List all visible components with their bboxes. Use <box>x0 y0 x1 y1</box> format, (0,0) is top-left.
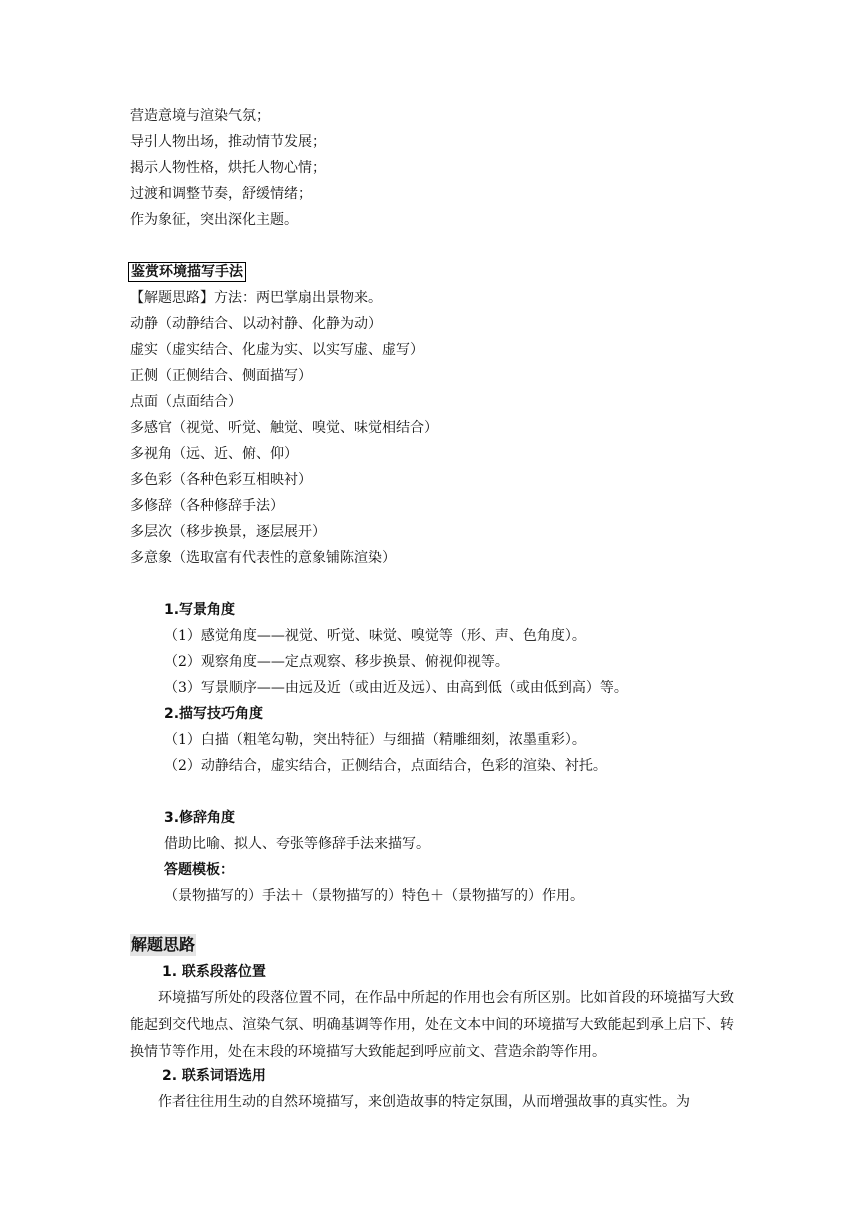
template-label: 答题模板： <box>164 862 234 878</box>
list-item: 多修辞（各种修辞手法） <box>130 498 284 514</box>
intro-line-3: 揭示人物性格，烘托人物心情； <box>130 160 326 176</box>
list-item: 多层次（移步换景，逐层展开） <box>130 524 326 540</box>
subheading-rhetoric-angle: 3.修辞角度 <box>164 810 236 826</box>
list-item: 动静（动静结合、以动衬静、化静为动） <box>130 316 382 332</box>
subheading-scene-angle: 1.写景角度 <box>164 602 236 618</box>
list-item: 点面（点面结合） <box>130 394 242 410</box>
list-item: 多感官（视觉、听觉、触觉、嗅觉、味觉相结合） <box>130 420 438 436</box>
list-item: 多色彩（各种色彩互相映衬） <box>130 472 312 488</box>
subheading-technique-angle: 2.描写技巧角度 <box>164 706 264 722</box>
point-heading-word-choice: 2. 联系词语选用 <box>162 1068 266 1084</box>
intro-line-4: 过渡和调整节奏，舒缓情绪； <box>130 186 312 202</box>
paragraph-position-text: 环境描写所处的段落位置不同，在作品中所起的作用也会有所区别。比如首段的环境描写大致能起到交代地点、渲染气氛、明确基调等作用，处在文本中间的环境描写大致能起到承上启下、转换情节等作用，处在末段的环境描写大致能起到呼应前文、营造余韵等作用。 <box>130 990 734 1060</box>
section-title-highlighted: 解题思路 <box>131 935 196 954</box>
intro-line-1: 营造意境与渲染气氛； <box>130 108 270 124</box>
list-item: 多意象（选取富有代表性的意象铺陈渲染） <box>130 550 396 566</box>
word-choice-text: 作者往往用生动的自然环境描写，来创造故事的特定氛围，从而增强故事的真实性。为 <box>158 1094 690 1110</box>
list-item: （1）白描（粗笔勾勒，突出特征）与细描（精雕细刻，浓墨重彩）。 <box>164 732 586 748</box>
list-item: （2）动静结合，虚实结合，正侧结合，点面结合，色彩的渲染、衬托。 <box>164 758 607 774</box>
list-item: 正侧（正侧结合、侧面描写） <box>130 368 312 384</box>
list-item: （3）写景顺序——由远及近（或由近及远）、由高到低（或由低到高）等。 <box>164 680 628 696</box>
list-item: （2）观察角度——定点观察、移步换景、俯视仰视等。 <box>164 654 509 670</box>
list-item: 虚实（虚实结合、化虚为实、以实写虚、虚写） <box>130 342 424 358</box>
intro-line-5: 作为象征，突出深化主题。 <box>130 212 298 228</box>
rhetoric-text: 借助比喻、拟人、夸张等修辞手法来描写。 <box>164 836 430 852</box>
list-item: （1）感觉角度——视觉、听觉、味觉、嗅觉等（形、声、色角度）。 <box>164 628 586 644</box>
point-heading-paragraph-position: 1. 联系段落位置 <box>162 964 266 980</box>
section-title-boxed: 鉴赏环境描写手法 <box>128 262 246 282</box>
section-intro: 【解题思路】方法：两巴掌扇出景物来。 <box>130 290 382 306</box>
list-item: 多视角（远、近、俯、仰） <box>130 446 298 462</box>
template-text: （景物描写的）手法＋（景物描写的）特色＋（景物描写的）作用。 <box>164 888 584 904</box>
intro-line-2: 导引人物出场，推动情节发展； <box>130 134 326 150</box>
